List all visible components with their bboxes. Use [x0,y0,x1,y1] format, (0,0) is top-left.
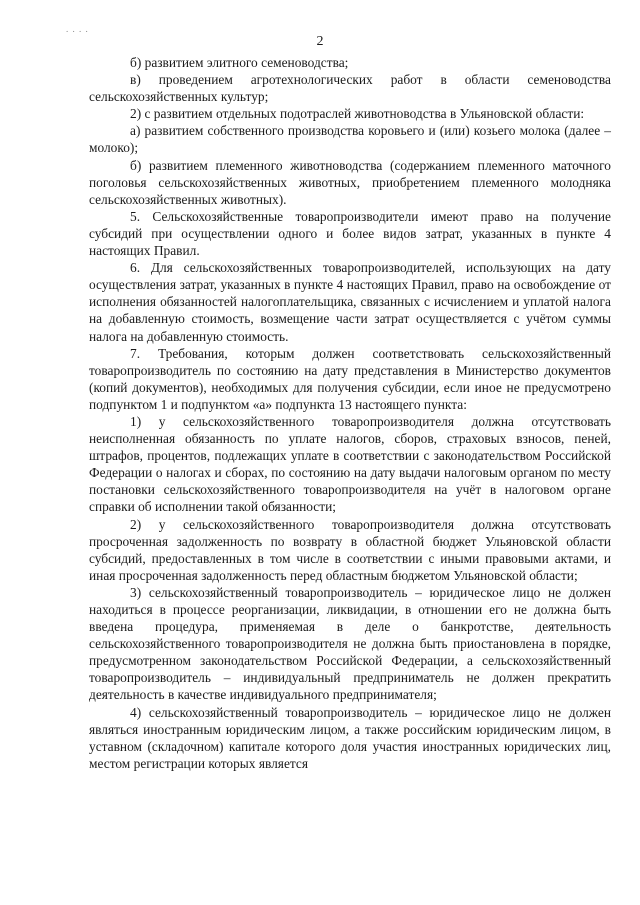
paragraph-7-1: 1) у сельскохозяйственного товаропроизводителя должна отсутствовать неисполненная обязанность по уплате налогов, сборов, страховых взносов, пеней, штрафов, процентов, подлежащих уплате в соответствии с законодательством Российской Федерации о налогах и сборах, по состоянию на дату выдачи налоговым органом по месту постановки сельскохозяйственного товаропроизводителя на учёт в налоговом органе справки об исполнении такой обязанности; [89,413,611,515]
document-body [89,54,611,772]
paragraph-2b-breeding: б) развитием племенного животноводства (содержанием племенного маточного поголовья сельскохозяйственных животных, приобретением племенного молодняка сельскохозяйственных животных). [89,157,611,207]
paragraph-6: 6. Для сельскохозяйственных товаропроизводителей, использующих на дату осуществления затрат, указанных в пункте 4 настоящих Правил, право на освобождение от исполнения обязанностей налогоплательщика, связанных с исчислением и уплатой налога на добавленную стоимость, возмещение части затрат осуществляется с учётом суммы налога на добавленную стоимость. [89,260,611,344]
paragraph-2-livestock: 2) с развитием отдельных подотраслей животноводства в Ульяновской области: [130,106,585,122]
page-number: 2 [316,34,324,49]
scan-artifact-mark: . . . . [66,24,89,34]
paragraph-7-3: 3) сельскохозяйственный товаропроизводитель – юридическое лицо не должен находиться в процессе реорганизации, ликвидации, в отношении его не должна быть введена процедура, применяемая в деле о банкротстве, деятельность сельскохозяйственного товаропроизводителя не должна быть приостановлена в порядке, предусмотренном законодательством Российской Федерации, а сельскохозяйственный товаропроизводитель – индивидуальный предприниматель не должен прекратить деятельность в качестве индивидуального предпринимателя; [89,584,611,703]
paragraph-2a-milk: а) развитием собственного производства коровьего и (или) козьего молока (далее – молоко); [89,123,611,156]
paragraph-1v-agrotech: в) проведением агротехнологических работ в области семеноводства сельскохозяйственных культур; [89,72,611,105]
paragraph-7: 7. Требования, которым должен соответствовать сельскохозяйственный товаропроизводитель по состоянию на дату представления в Министерство документов (копий документов), необходимых для получения субсидии, если иное не предусмотрено подпунктом 1 и подпунктом «а» подпункта 13 настоящего пункта: [89,345,611,412]
paragraph-7-2: 2) у сельскохозяйственного товаропроизводителя должна отсутствовать просроченная задолженность по возврату в областной бюджет Ульяновской области субсидий, предоставленных в том числе в соответствии с иными правовыми актами, и иная просроченная задолженность перед областным бюджетом Ульяновской области; [89,516,611,583]
paragraph-1b-elite-seed: б) развитием элитного семеноводства; [130,55,349,70]
paragraph-5: 5. Сельскохозяйственные товаропроизводители имеют право на получение субсидий при осуществлении одного и более видов затрат, указанных в пункте 4 настоящих Правил. [89,208,611,259]
paragraph-7-4: 4) сельскохозяйственный товаропроизводитель – юридическое лицо не должен являться иностранным юридическим лицом, а также российским юридическим лицом, в уставном (складочном) капитале которого доля участия иностранных юридических лиц, местом регистрации которых является [89,704,611,771]
